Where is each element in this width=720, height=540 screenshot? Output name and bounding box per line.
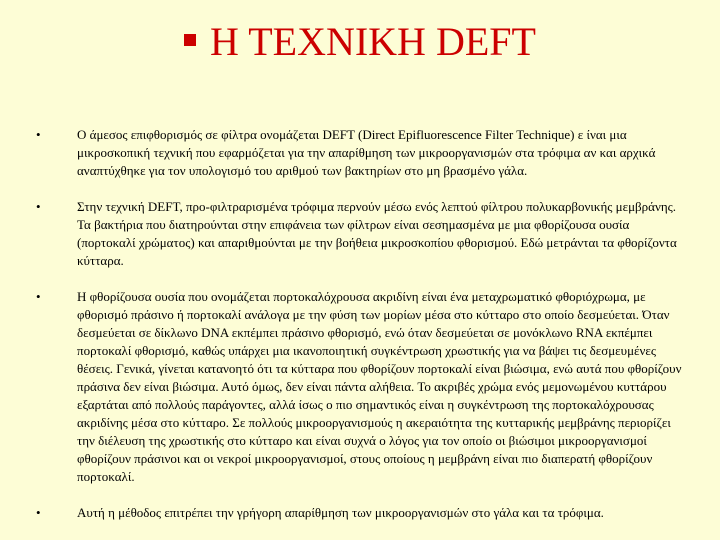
bullet-text: Στην τεχνική DEFT, προ-φιλτραρισμένα τρόφιμα περνούν μέσω ενός λεπτού φίλτρου πολυκαρβονικής μεμβράνης. Τα βακτήρια που διατηρούνται στην επιφάνεια των φίλτρων είναι σεσημασμένα με μια φθορίζουσα ουσία (πορτοκαλί χρώματος) και απαριθμούνται με την βοήθεια μικροσκοπίου φθορισμού. Εδώ μετράνται τα φθορίζοντα κύτταρα.	[77, 199, 677, 268]
slide-title-row	[0, 18, 720, 66]
bullet-dot-icon: •	[36, 505, 41, 520]
bullet-dot-icon: •	[36, 289, 41, 304]
square-bullet-icon	[184, 34, 196, 46]
bullet-dot-icon: •	[36, 127, 41, 142]
slide-title: Η ΤΕΧΝΙΚΗ DEFT	[210, 19, 536, 64]
bullet-list	[36, 126, 684, 540]
bullet-dot-icon: •	[36, 199, 41, 214]
bullet-item	[36, 504, 684, 522]
bullet-item	[36, 288, 684, 486]
bullet-text: Η φθορίζουσα ουσία που ονομάζεται πορτοκαλόχρουσα ακριδίνη είναι ένα μεταχρωματικό φθοριόχρωμα, με φθορισμό πράσινο ή πορτοκαλί ανάλογα με την φύση των μορίων μέσα στο κύτταρο στο οποίο δεσμεύεται. Όταν δεσμεύεται σε δίκλωνο DNA εκπέμπει πράσινο φθορισμό, ενώ όταν δεσμεύεται σε μονόκλωνο RNA εκπέμπει πορτοκαλί φθορισμό, καθώς υπάρχει μια ικανοποιητική συγκέντρωση χρωστικής για να βάψει τις δεσμευμένες θέσεις. Γενικά, γίνεται κατανοητό ότι τα κύτταρα που φθορίζουν πορτοκαλί είναι βιώσιμα, ενώ αυτά που φθορίζουν πράσινα δεν είναι βιώσιμα. Αυτό όμως, δεν είναι πάντα αλήθεια. Το ακριβές χρώμα ενός μεμονωμένου κυττάρου εξαρτάται από πολλούς παράγοντες, αλλά ίσως ο πιο σημαντικός είναι η συγκέντρωση της πορτοκαλόχρουσας ακριδίνης μέσα στο κύτταρο. Σε πολλούς μικροοργανισμούς η ακεραιότητα της κυτταρικής μεμβράνης περιορίζει την διέλευση της χρωστικής στο κύτταρο και είναι συχνά ο λόγος για τον οποίο οι βιώσιμοι μικροοργανισμοί φθορίζουν πράσινοι και οι νεκροί μικροοργανισμοί, στους οποίους η μεμβράνη είναι πιο διαπερατή φθορίζουν πορτοκαλί.	[77, 289, 682, 484]
bullet-text: Ο άμεσος επιφθορισμός σε φίλτρα ονομάζεται DEFT (Direct Epifluorescence Filter Technique) ε ίναι μια μικροσκοπική τεχνική που εφαρμόζεται για την απαρίθμηση των μικροοργανισμών στα τρόφιμα αν και αρχικά αναπτύχθηκε για τον υπολογισμό του αριθμού των βακτηρίων στο μη βρασμένο γάλα.	[77, 127, 656, 178]
bullet-item	[36, 198, 684, 270]
bullet-item	[36, 126, 684, 180]
bullet-text: Αυτή η μέθοδος επιτρέπει την γρήγορη απαρίθμηση των μικροοργανισμών στο γάλα και τα τρόφιμα.	[77, 505, 604, 520]
